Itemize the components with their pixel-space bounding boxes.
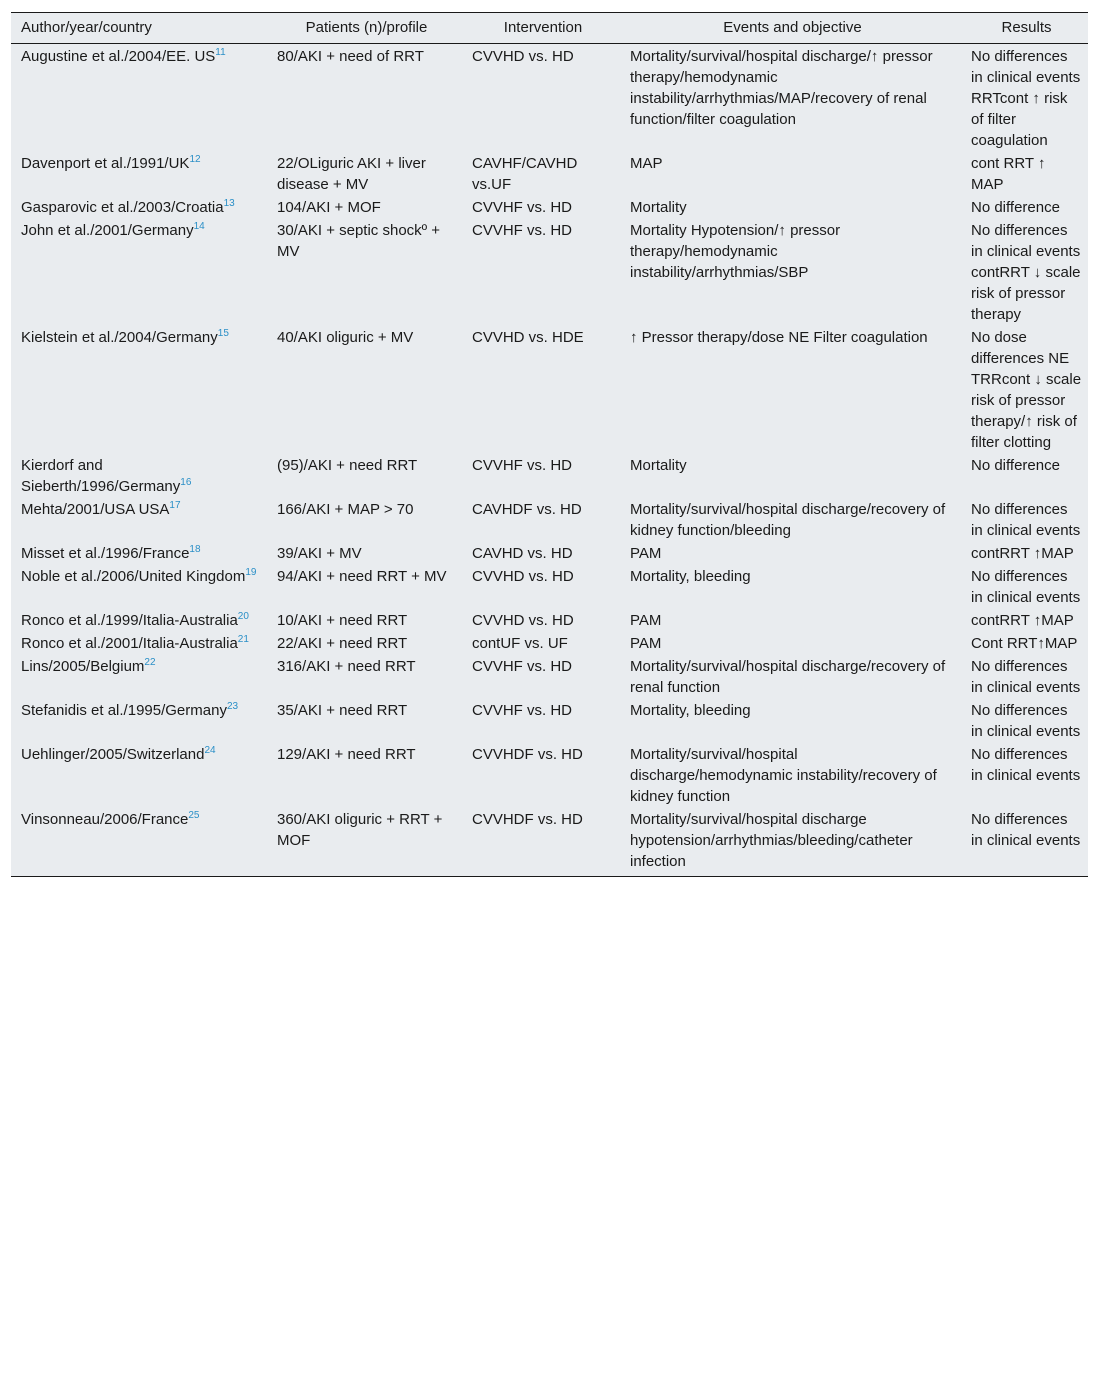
table-row	[11, 497, 1088, 541]
cell-author	[11, 195, 267, 218]
cell-patients: 104/AKI + MOF	[277, 199, 381, 216]
cell-author	[11, 218, 267, 325]
table-row	[11, 631, 1088, 654]
table-row	[11, 807, 1088, 877]
table-row	[11, 453, 1088, 497]
author-text: Stefanidis et al./1995/Germany	[21, 702, 227, 719]
table-row	[11, 608, 1088, 631]
reference-link[interactable]: 11	[215, 47, 226, 58]
author-text: Noble et al./2006/United Kingdom	[21, 568, 246, 585]
table-row	[11, 742, 1088, 807]
cell-results: No differences in clinical events contRRT ↓ scale risk of pressor therapy	[971, 222, 1081, 323]
author-text: Gasparovic et al./2003/Croatia	[21, 199, 224, 216]
header-intervention: Intervention	[462, 13, 620, 44]
reference-link[interactable]: 25	[188, 810, 200, 821]
cell-events: PAM	[630, 612, 662, 629]
author-text: Kierdorf and Sieberth/1996/Germany	[21, 457, 181, 495]
cell-patients: 94/AKI + need RRT + MV	[277, 568, 447, 585]
cell-intervention: CVVHD vs. HD	[472, 612, 574, 629]
studies-table-container	[11, 12, 1088, 877]
cell-results: No differences in clinical events	[971, 568, 1081, 606]
cell-author	[11, 807, 267, 877]
cell-events: PAM	[630, 635, 662, 652]
cell-results: No differences in clinical events RRTcont ↑ risk of filter coagulation	[971, 48, 1081, 149]
cell-results: No differences in clinical events	[961, 807, 1088, 877]
table-row	[11, 564, 1088, 608]
table-row	[11, 541, 1088, 564]
cell-author	[11, 608, 267, 631]
cell-intervention: CVVHF vs. HD	[472, 702, 573, 719]
reference-link[interactable]: 23	[226, 701, 239, 712]
cell-patients: 10/AKI + need RRT	[277, 612, 408, 629]
cell-author	[11, 325, 267, 453]
cell-events: Mortality	[630, 457, 687, 474]
cell-intervention: CVVHD vs. HD	[472, 48, 574, 65]
author-text: Ronco et al./1999/Italia-Australia	[21, 612, 238, 629]
reference-link[interactable]: 19	[245, 567, 257, 578]
author-text: Misset et al./1996/France	[21, 545, 190, 562]
reference-link[interactable]: 16	[180, 477, 192, 488]
cell-author	[11, 654, 267, 698]
cell-results: Cont RRT↑MAP	[971, 635, 1078, 652]
table-row	[11, 44, 1088, 152]
table-row	[11, 218, 1088, 325]
cell-patients: 80/AKI + need of RRT	[277, 48, 424, 65]
table-header	[11, 13, 1088, 44]
cell-patients: 39/AKI + MV	[277, 545, 362, 562]
studies-table	[11, 12, 1088, 877]
cell-author	[11, 453, 267, 497]
cell-intervention: CVVHF vs. HD	[472, 199, 573, 216]
reference-link[interactable]: 24	[204, 745, 216, 756]
header-events: Events and objective	[620, 13, 961, 44]
cell-results: No difference	[971, 457, 1060, 474]
cell-events: Mortality, bleeding	[630, 568, 751, 585]
cell-intervention: CVVHDF vs. HD	[472, 746, 583, 763]
author-text: Kielstein et al./2004/Germany	[21, 329, 218, 346]
cell-intervention: CAVHD vs. HD	[472, 545, 573, 562]
cell-author	[11, 44, 267, 152]
cell-author	[11, 497, 267, 541]
author-text: Uehlinger/2005/Switzerland	[21, 746, 205, 763]
cell-patients: 22/OLiguric AKI + liver disease + MV	[277, 155, 426, 193]
cell-patients: 22/AKI + need RRT	[277, 635, 408, 652]
cell-events: Mortality	[630, 199, 687, 216]
table-row	[11, 654, 1088, 698]
cell-events: MAP	[630, 155, 663, 172]
cell-results: cont RRT ↑ MAP	[971, 155, 1046, 193]
cell-results: contRRT ↑MAP	[971, 545, 1074, 562]
cell-results: contRRT ↑MAP	[971, 612, 1074, 629]
cell-patients: 316/AKI + need RRT	[277, 658, 416, 675]
cell-author	[11, 564, 267, 608]
cell-intervention: CVVHDF vs. HD	[462, 807, 620, 877]
author-text: John et al./2001/Germany	[21, 222, 194, 239]
cell-events: Mortality/survival/hospital discharge/recovery of renal function	[630, 658, 946, 696]
cell-events: Mortality/survival/hospital discharge/hemodynamic instability/recovery of kidney function	[630, 746, 937, 805]
reference-link[interactable]: 21	[237, 634, 249, 645]
author-text: Lins/2005/Belgium	[21, 658, 145, 675]
cell-results: No difference	[971, 199, 1060, 216]
cell-intervention: CAVHF/CAVHD vs.UF	[472, 155, 578, 193]
reference-link[interactable]: 20	[237, 611, 249, 622]
cell-events: ↑ Pressor therapy/dose NE Filter coagulation	[630, 329, 928, 346]
cell-patients: 360/AKI oliguric + RRT + MOF	[267, 807, 462, 877]
cell-patients: 30/AKI + septic shockº + MV	[277, 222, 441, 260]
cell-author	[11, 151, 267, 195]
author-text: Vinsonneau/2006/France	[21, 811, 189, 828]
table-row	[11, 195, 1088, 218]
cell-results: No differences in clinical events	[971, 658, 1081, 696]
reference-link[interactable]: 15	[217, 328, 229, 339]
cell-intervention: CAVHDF vs. HD	[472, 501, 582, 518]
cell-results: No dose differences NE TRRcont ↓ scale risk of pressor therapy/↑ risk of filter clotting	[971, 329, 1082, 451]
cell-intervention: CVVHF vs. HD	[472, 457, 573, 474]
header-results: Results	[961, 13, 1088, 44]
cell-intervention: contUF vs. UF	[472, 635, 568, 652]
cell-intervention: CVVHD vs. HD	[472, 568, 574, 585]
cell-author	[11, 742, 267, 807]
author-text: Ronco et al./2001/Italia-Australia	[21, 635, 238, 652]
cell-intervention: CVVHD vs. HDE	[472, 329, 584, 346]
header-author: Author/year/country	[11, 13, 267, 44]
table-body	[11, 44, 1088, 877]
reference-link[interactable]: 14	[193, 221, 205, 232]
table-row	[11, 325, 1088, 453]
author-text: Davenport et al./1991/UK	[21, 155, 190, 172]
cell-events: Mortality/survival/hospital discharge hypotension/arrhythmias/bleeding/catheter infection	[620, 807, 961, 877]
cell-patients: 166/AKI + MAP > 70	[277, 501, 414, 518]
cell-author	[11, 541, 267, 564]
cell-results: No differences in clinical events	[971, 501, 1081, 539]
cell-events: Mortality/survival/hospital discharge/↑ pressor therapy/hemodynamic instability/arrhythmias/MAP/recovery of renal function/filter coagulation	[630, 48, 933, 128]
header-patients: Patients (n)/profile	[267, 13, 462, 44]
table-row	[11, 698, 1088, 742]
reference-link[interactable]: 17	[169, 500, 181, 511]
cell-results: No differences in clinical events	[971, 746, 1081, 784]
cell-patients: 35/AKI + need RRT	[277, 702, 408, 719]
cell-events: Mortality, bleeding	[630, 702, 751, 719]
cell-intervention: CVVHF vs. HD	[472, 222, 573, 239]
reference-link[interactable]: 12	[189, 154, 201, 165]
cell-patients: 40/AKI oliguric + MV	[277, 329, 414, 346]
author-text: Augustine et al./2004/EE. US	[21, 48, 216, 65]
reference-link[interactable]: 13	[223, 198, 235, 209]
cell-events: Mortality/survival/hospital discharge/recovery of kidney function/bleeding	[630, 501, 946, 539]
cell-author	[11, 631, 267, 654]
reference-link[interactable]: 18	[189, 544, 201, 555]
cell-events: PAM	[630, 545, 662, 562]
reference-link[interactable]: 22	[144, 657, 156, 668]
author-text: Mehta/2001/USA USA	[21, 501, 170, 518]
cell-patients: 129/AKI + need RRT	[277, 746, 416, 763]
cell-results: No differences in clinical events	[971, 702, 1081, 740]
cell-author	[11, 698, 267, 742]
cell-intervention: CVVHF vs. HD	[472, 658, 573, 675]
cell-events: Mortality Hypotension/↑ pressor therapy/hemodynamic instability/arrhythmias/SBP	[630, 222, 841, 281]
cell-patients: (95)/AKI + need RRT	[277, 457, 418, 474]
table-row	[11, 151, 1088, 195]
